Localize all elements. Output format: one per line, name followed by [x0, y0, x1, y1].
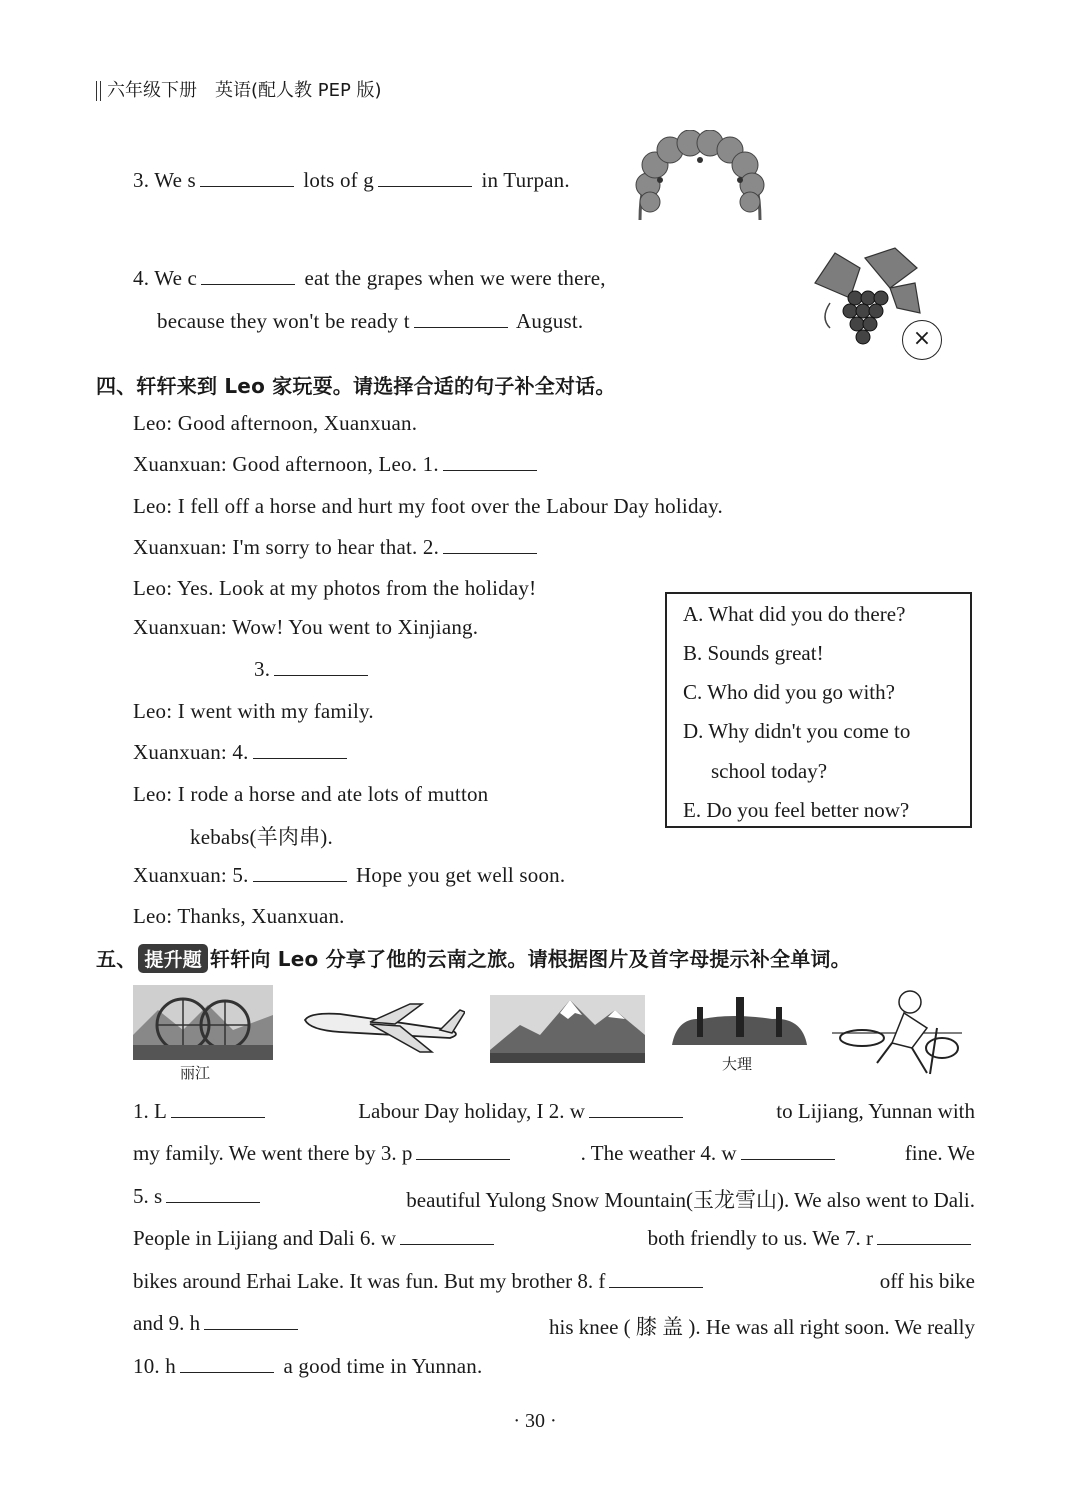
- question-3: 3. We s lots of g in Turpan.: [133, 168, 570, 192]
- answer-blank[interactable]: [443, 452, 537, 471]
- dialogue-line: Xuanxuan: 4.: [133, 740, 351, 765]
- option-d-cont: school today?: [711, 759, 828, 783]
- story-line-6: and 9. h his knee ( 膝 盖 ). He was all right soon. We really: [133, 1311, 975, 1339]
- answer-blank[interactable]: [253, 740, 347, 759]
- story-line-5: bikes around Erhai Lake. It was fun. But my brother 8. f off his bike: [133, 1269, 975, 1293]
- answer-blank[interactable]: [274, 657, 368, 676]
- dialogue-line: Xuanxuan: Wow! You went to Xinjiang.: [133, 615, 479, 639]
- dialogue-line: Leo: Yes. Look at my photos from the holiday!: [133, 576, 537, 600]
- answer-blank[interactable]: [609, 1269, 703, 1288]
- option-c: C. Who did you go with?: [683, 680, 895, 704]
- grape-trellis-image: [630, 130, 770, 225]
- option-d: D. Why didn't you come to: [683, 719, 911, 743]
- boy-fell-off-bike-image: [832, 988, 962, 1076]
- option-a: A. What did you do there?: [683, 602, 906, 626]
- options-box: [665, 592, 972, 828]
- dali-pagodas-image: [672, 995, 807, 1045]
- advanced-badge: 提升题: [138, 944, 208, 973]
- answer-blank[interactable]: [201, 266, 295, 285]
- question-4: 4. We c eat the grapes when we were there,: [133, 266, 606, 290]
- answer-blank[interactable]: [204, 1311, 298, 1330]
- dialogue-line: Xuanxuan: I'm sorry to hear that. 2.: [133, 535, 541, 560]
- dialogue-line: Leo: Thanks, Xuanxuan.: [133, 904, 345, 928]
- snow-mountain-image: [490, 995, 645, 1063]
- dialogue-line: Xuanxuan: 5. Hope you get well soon.: [133, 863, 566, 887]
- answer-blank[interactable]: [378, 168, 472, 187]
- answer-blank[interactable]: [741, 1141, 835, 1160]
- answer-blank[interactable]: [200, 168, 294, 187]
- answer-blank[interactable]: [443, 535, 537, 554]
- airplane-image: [300, 1000, 465, 1058]
- answer-blank[interactable]: [877, 1226, 971, 1245]
- header-text: 六年级下册 英语(配人教 PEP 版): [107, 80, 382, 101]
- dialogue-line: 3.: [254, 657, 372, 682]
- dialogue-line: kebabs(羊肉串).: [190, 825, 333, 849]
- answer-blank[interactable]: [180, 1354, 274, 1373]
- section-4-title: 四、轩轩来到 Leo 家玩耍。请选择合适的句子补全对话。: [96, 374, 616, 398]
- dialogue-line: Leo: I rode a horse and ate lots of mutton: [133, 782, 489, 806]
- lijiang-waterwheel-image: [133, 985, 273, 1060]
- story-line-4: People in Lijiang and Dali 6. w both friendly to us. We 7. r: [133, 1226, 975, 1251]
- dialogue-line: Leo: Good afternoon, Xuanxuan.: [133, 411, 418, 435]
- option-e: E. Do you feel better now?: [683, 798, 910, 822]
- section-5-title: 五、 提升题 轩轩向 Leo 分享了他的云南之旅。请根据图片及首字母提示补全单词。: [96, 943, 851, 973]
- dialogue-line: Xuanxuan: Good afternoon, Leo. 1.: [133, 452, 541, 477]
- answer-blank[interactable]: [166, 1184, 260, 1203]
- answer-blank[interactable]: [400, 1226, 494, 1245]
- caption-lijiang: 丽江: [180, 1064, 211, 1082]
- story-line-2: my family. We went there by 3. p . The weather 4. w fine. We: [133, 1141, 975, 1165]
- question-4-cont: because they won't be ready t August.: [157, 309, 584, 333]
- answer-blank[interactable]: [589, 1099, 683, 1118]
- answer-blank[interactable]: [253, 863, 347, 882]
- answer-blank[interactable]: [416, 1141, 510, 1160]
- dialogue-line: Leo: I went with my family.: [133, 699, 374, 723]
- page-number: · 30 ·: [513, 1410, 557, 1432]
- caption-dali: 大理: [722, 1055, 753, 1073]
- story-line-7: 10. h a good time in Yunnan.: [133, 1354, 483, 1378]
- page-header: [96, 76, 382, 102]
- dialogue-line: Leo: I fell off a horse and hurt my foot over the Labour Day holiday.: [133, 494, 723, 518]
- answer-blank[interactable]: [414, 309, 508, 328]
- cross-mark-icon: ×: [902, 320, 942, 360]
- option-b: B. Sounds great!: [683, 641, 824, 665]
- header-bar: [96, 81, 101, 101]
- story-line-1: 1. L Labour Day holiday, I 2. w to Lijiang, Yunnan with: [133, 1099, 975, 1123]
- answer-blank[interactable]: [171, 1099, 265, 1118]
- story-line-3: 5. s beautiful Yulong Snow Mountain(玉龙雪山). We also went to Dali.: [133, 1184, 975, 1212]
